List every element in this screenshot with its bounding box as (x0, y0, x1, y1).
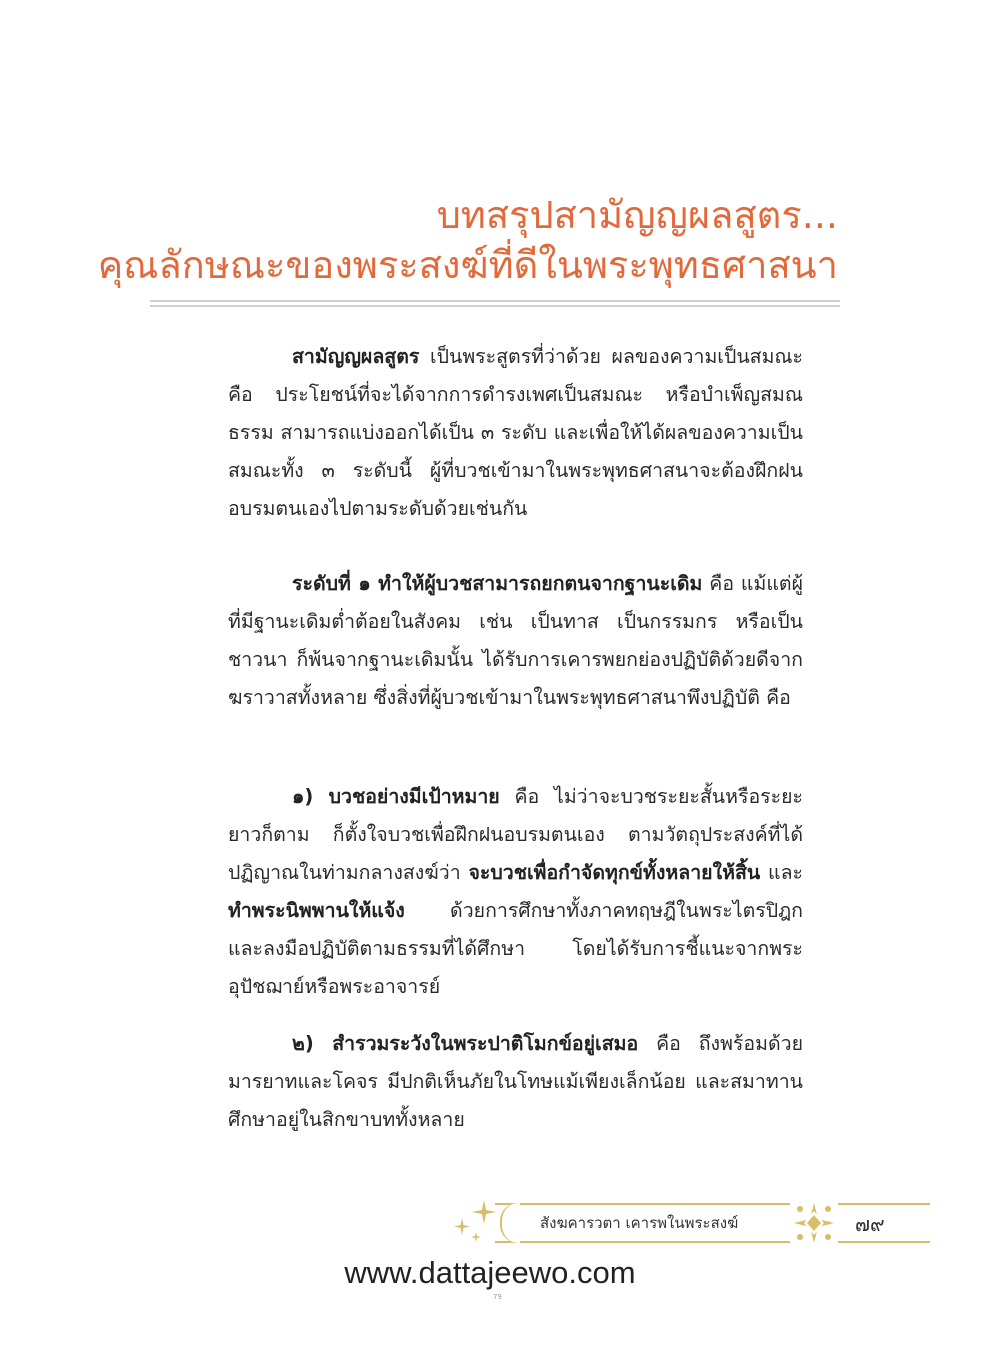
paragraph-text: และ (760, 861, 803, 884)
paragraph-text: คือ แม้แต่ผู้ที่มีฐานะเดิมต่ำต้อยในสังคม เช่น เป็นทาส เป็นกรรมกร หรือเป็นชาวนา ก็พ้นจากฐานะเดิมนั้น ได้รับการเคารพยกย่องปฏิบัติด้วยดีจากฆราวาสทั้งหลาย ซึ่งสิ่งที่ผู้บวชเข้ามาในพระพุทธศาสนาพึงปฏิบัติ คือ (228, 572, 803, 709)
paragraph-text: เป็นพระสูตรที่ว่าด้วย ผลของความเป็นสมณะ คือ ประโยชน์ที่จะได้จากการดำรงเพศเป็นสมณะ หรือบำเพ็ญสมณธรรม สามารถแบ่งออกได้เป็น ๓ ระดับ และเพื่อให้ได้ผลของความเป็นสมณะทั้ง ๓ ระดับนี้ ผู้ที่บวชเข้ามาในพระพุทธศาสนาจะต้องฝึกฝนอบรมตนเองไปตามระดับด้วยเช่นกัน (228, 345, 803, 520)
website-url: www.dattajeewo.com (344, 1255, 636, 1290)
page-number-arabic: 79 (493, 1293, 502, 1301)
paragraph-sammannaphala (228, 338, 803, 528)
paragraph-text: คือ ไม่ว่าจะบวชระยะสั้นหรือระยะยาวก็ตาม ก็ตั้งใจบวชเพื่อฝึกฝนอบรมตนเอง ตามวัตถุประสงค์ที่ได้ปฏิญาณในท่ามกลางสงฆ์ว่า (228, 785, 804, 884)
chapter-title-line-2: คุณลักษณะของพระสงฆ์ที่ดีในพระพุทธศาสนา (97, 243, 838, 287)
paragraph-item-1 (228, 778, 803, 1006)
sparkle-ornament-icon (450, 1198, 498, 1246)
paragraph-lead-bold: ๒) สำรวมระวังในพระปาติโมกข์อยู่เสมอ (292, 1032, 639, 1055)
paragraph-lead-bold: ระดับที่ ๑ ทำให้ผู้บวชสามารถยกตนจากฐานะเดิม (292, 572, 703, 595)
chapter-title-line-1: บทสรุปสามัญญผลสูตร... (436, 193, 838, 237)
paragraph-inline-bold: ทำพระนิพพานให้แจ้ง (228, 899, 405, 922)
title-divider (150, 300, 840, 307)
paragraph-text: คือ ถึงพร้อมด้วยมารยาทและโคจร มีปกติเห็นภัยในโทษแม้เพียงเล็กน้อย และสมาทานศึกษาอยู่ในสิกขาบททั้งหลาย (228, 1032, 803, 1131)
paragraph-lead-bold: สามัญญผลสูตร (292, 345, 420, 368)
paragraph-text: ด้วยการศึกษาทั้งภาคทฤษฎีในพระไตรปิฎก และลงมือปฏิบัติตามธรรมที่ได้ศึกษา โดยได้รับการชี้แนะจากพระอุปัชฌาย์หรือพระอาจารย์ (228, 899, 803, 998)
paragraph-inline-bold: จะบวชเพื่อกำจัดทุกข์ทั้งหลายให้สิ้น (468, 861, 761, 884)
paragraph-lead-bold: ๑) บวชอย่างมีเป้าหมาย (292, 785, 500, 808)
paragraph-item-2 (228, 1025, 803, 1139)
thai-flower-ornament-icon (790, 1197, 838, 1249)
page-number: ๗๙ (855, 1212, 885, 1236)
paragraph-level-1 (228, 565, 803, 717)
book-title: สังฆคารวตา เคารพในพระสงฆ์ (540, 1214, 739, 1232)
